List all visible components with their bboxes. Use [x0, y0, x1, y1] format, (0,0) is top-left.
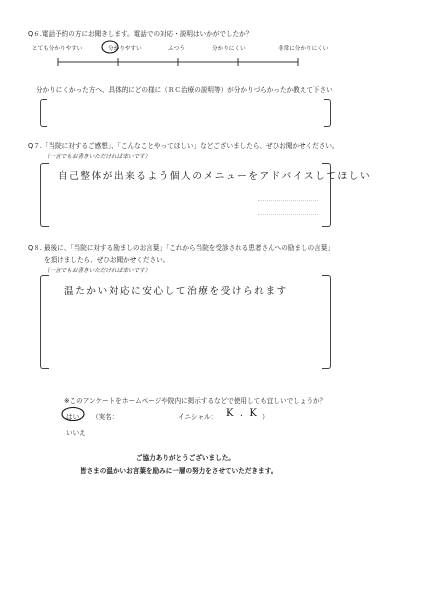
consent-initial-value: K . K [226, 408, 259, 419]
q6-answer-bracket-left [40, 99, 47, 127]
q7-ruled-line [258, 214, 318, 215]
q7-note: （一言でもお書きいただければ幸いです） [44, 154, 151, 160]
q6-scale-line [40, 52, 340, 72]
q8-handwritten-answer: 温たかい対応に安心して治療を受けられます [64, 286, 288, 297]
consent-close-paren: ） [262, 413, 269, 421]
q7-ruled-line [258, 200, 318, 201]
q6-option-label-1: 分かりやすい [108, 46, 142, 52]
q7-question: Q７.「当院に対するご感想」、「こんなことやってほしい」などございましたら、ぜひお聞かせください。 [28, 142, 339, 150]
q8-question-line2: を頂けましたら、ぜひお聞かせください。 [44, 256, 170, 264]
closing-line2: 皆さまの温かいお言葉を励みに一層の努力をさせていただきます。 [80, 467, 278, 475]
q8-note: （一言でもお書きいただければ幸いです） [44, 268, 151, 274]
q8-answer-bracket-left [40, 275, 49, 369]
q6-question: Q６.電話予約の方にお聞きします。電話での対応・説明はいかがでしたか？ [28, 30, 253, 38]
q6-option-label-0: とても分かりやすい [32, 46, 83, 52]
consent-yes-circle [60, 406, 86, 422]
q6-selected-circle [100, 38, 120, 56]
q6-option-label-4: 非常に分かりにくい [278, 46, 329, 52]
q6-answer-bracket-right [324, 99, 331, 127]
q7-answer-bracket-left [40, 163, 49, 227]
q6-option-label-2: ふつう [168, 46, 185, 52]
q6-option-label-3: 分かりにくい [212, 46, 246, 52]
q7-handwritten-answer: 自己整体が出来るよう個人のメニューをアドバイスしてほしい [58, 171, 372, 182]
consent-initial-label: イニシャル： [178, 413, 218, 421]
q8-question-line1: Q８. 最後に、「当院に対する励ましのお言葉」「これから当院を受診される患者さんへの励ましの言葉」 [28, 244, 334, 252]
q6-rating-scale [32, 44, 400, 74]
q8-answer-bracket-right [322, 275, 331, 369]
consent-question: ※このアンケートをホームページや院内に掲示するなどで使用しても宜しいでしょうか？ [64, 397, 327, 405]
closing-line1: ご協力ありがとうございました。 [136, 454, 235, 462]
consent-yes-option: はい [66, 413, 80, 421]
consent-name-label: （実名： [92, 413, 119, 421]
q6-followup: 分かりにくかった方へ、具体的にどの様に（ＲＣ治療の説明等）が分かりづらかったか教えて下さい [36, 86, 333, 94]
consent-no-option: いいえ [66, 429, 86, 437]
